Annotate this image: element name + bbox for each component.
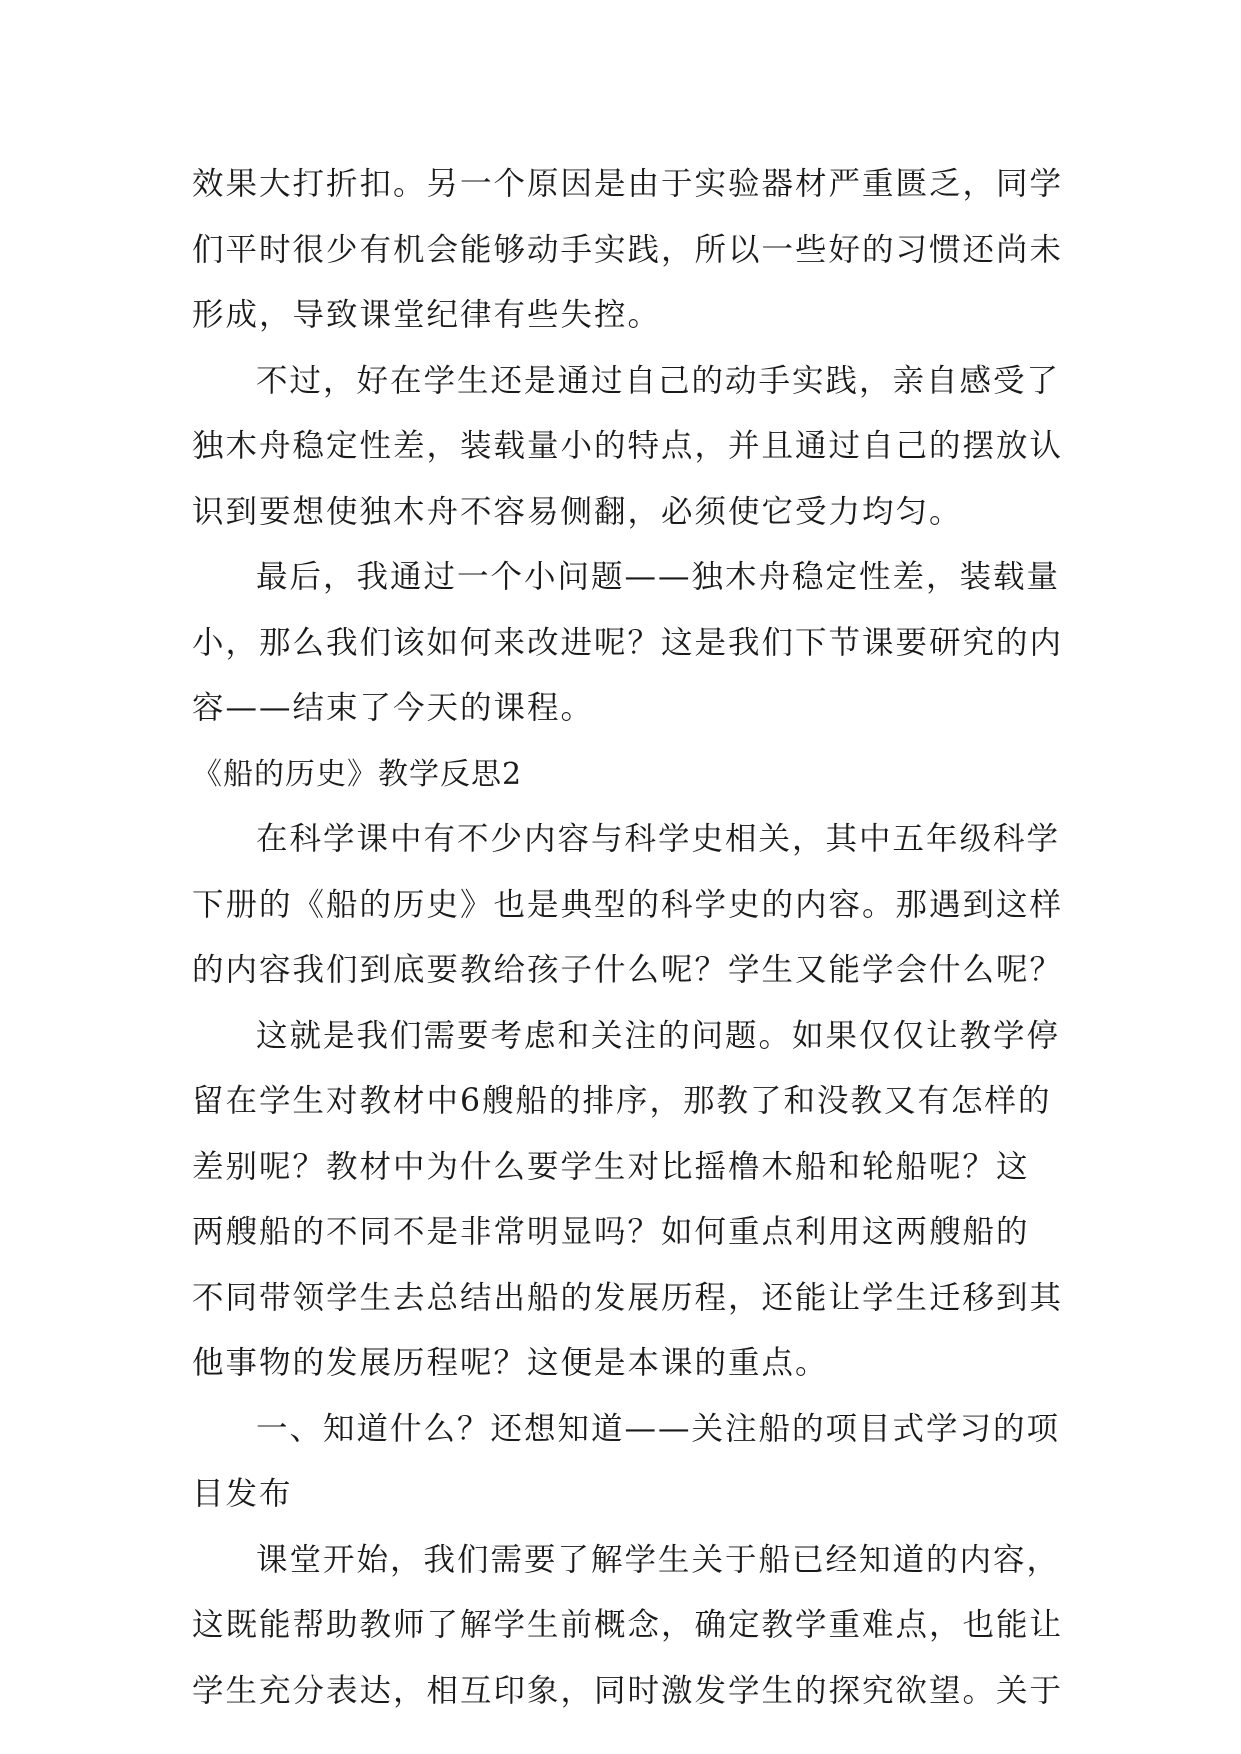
paragraph-line: 识到要想使独木舟不容易侧翻，必须使它受力均匀。 <box>192 493 963 530</box>
paragraph-line: 课堂开始，我们需要了解学生关于船已经知道的内容， <box>256 1541 1061 1578</box>
paragraph-line: 差别呢？教材中为什么要学生对比摇橹木船和轮船呢？这 <box>192 1148 1030 1185</box>
paragraph-line: 小，那么我们该如何来改进呢？这是我们下节课要研究的内 <box>192 624 1064 661</box>
paragraph-line: 这就是我们需要考虑和关注的问题。如果仅仅让教学停 <box>256 1017 1061 1054</box>
paragraph-line: 们平时很少有机会能够动手实践，所以一些好的习惯还尚未 <box>192 231 1064 268</box>
subsection-heading-line: 一、知道什么？还想知道——关注船的项目式学习的项 <box>256 1410 1061 1447</box>
subsection-heading-line: 目发布 <box>192 1476 293 1512</box>
paragraph-line: 这既能帮助教师了解学生前概念，确定教学重难点，也能让 <box>192 1607 1064 1643</box>
paragraph-line: 两艘船的不同不是非常明显吗？如何重点利用这两艘船的 <box>192 1214 1030 1250</box>
paragraph-line: 留在学生对教材中6艘船的排序，那教了和没教又有怎样的 <box>192 1083 1052 1119</box>
section-title: 《船的历史》教学反思2 <box>192 756 523 792</box>
paragraph-line: 下册的《船的历史》也是典型的科学史的内容。那遇到这样 <box>192 886 1064 923</box>
paragraph-line: 的内容我们到底要教给孩子什么呢？学生又能学会什么呢？ <box>192 952 1064 988</box>
paragraph-line: 他事物的发展历程呢？这便是本课的重点。 <box>192 1345 829 1381</box>
document-body <box>192 152 1064 1724</box>
paragraph-line: 容——结束了今天的课程。 <box>192 690 595 726</box>
paragraph-line: 最后，我通过一个小问题——独木舟稳定性差，装载量 <box>256 559 1061 595</box>
paragraph-line: 不同带领学生去总结出船的发展历程，还能让学生迁移到其 <box>192 1279 1064 1316</box>
paragraph-line: 独木舟稳定性差，装载量小的特点，并且通过自己的摆放认 <box>192 428 1064 464</box>
paragraph-line: 学生充分表达，相互印象，同时激发学生的探究欲望。关于 <box>192 1672 1064 1709</box>
paragraph-line: 不过，好在学生还是通过自己的动手实践，亲自感受了 <box>256 362 1061 399</box>
paragraph-line: 在科学课中有不少内容与科学史相关，其中五年级科学 <box>256 821 1061 857</box>
paragraph-line: 效果大打折扣。另一个原因是由于实验器材严重匮乏，同学 <box>192 166 1064 202</box>
paragraph-line: 形成，导致课堂纪律有些失控。 <box>192 297 662 333</box>
